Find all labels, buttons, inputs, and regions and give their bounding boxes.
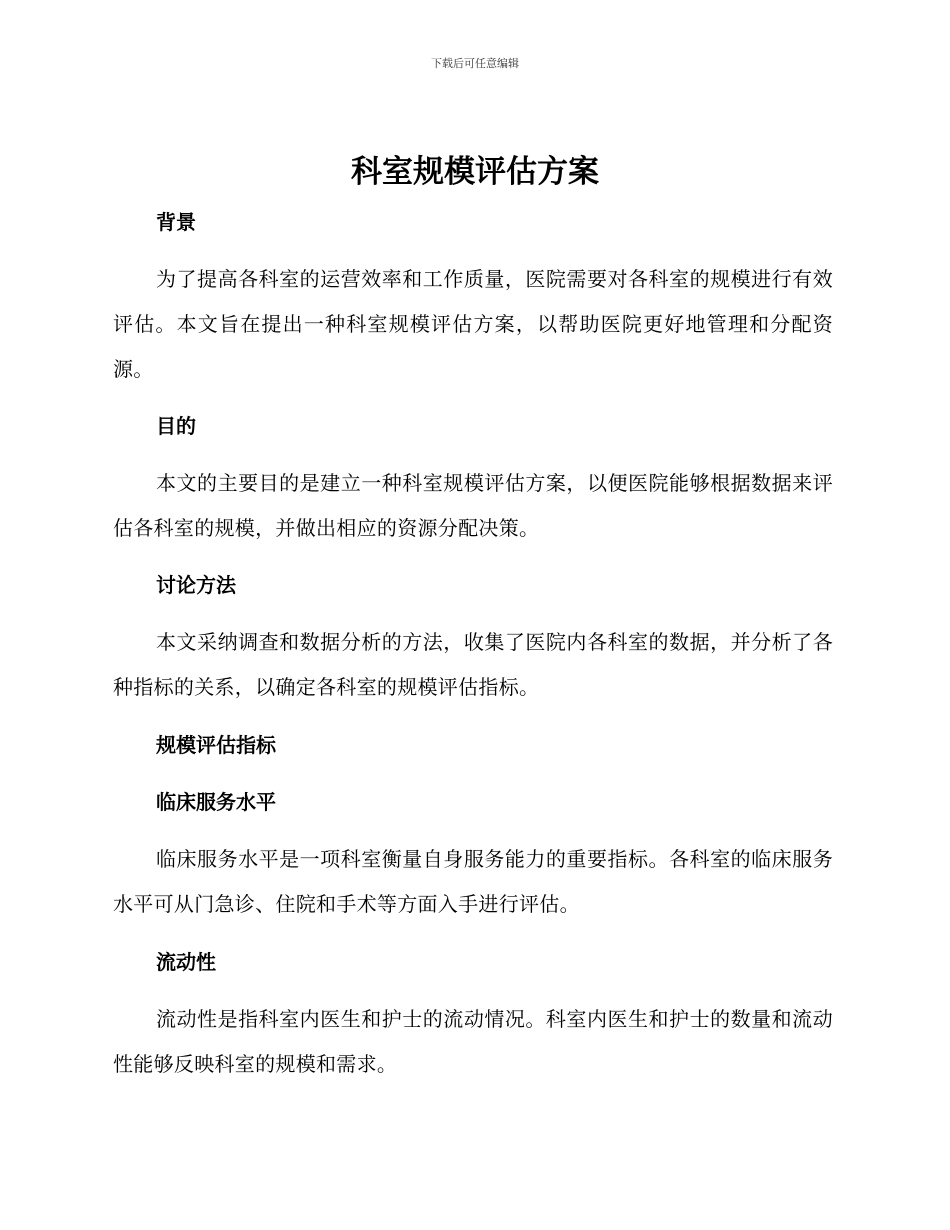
section-paragraph-purpose: 本文的主要目的是建立一种科室规模评估方案，以便医院能够根据数据来评估各科室的规模，并做出相应的资源分配决策。 (113, 471, 833, 540)
section-paragraph-clinical-service: 临床服务水平是一项科室衡量自身服务能力的重要指标。各科室的临床服务水平可从门急诊、住院和手术等方面入手进行评估。 (113, 847, 833, 916)
document-title: 科室规模评估方案 (351, 154, 599, 190)
section-heading-mobility: 流动性 (156, 950, 216, 974)
section-heading-background: 背景 (156, 210, 196, 234)
section-heading-clinical-service: 临床服务水平 (156, 790, 276, 814)
section-paragraph-method: 本文采纳调查和数据分析的方法，收集了医院内各科室的数据，并分析了各种指标的关系，以确定各科室的规模评估指标。 (113, 630, 833, 699)
section-heading-purpose: 目的 (156, 414, 196, 438)
section-paragraph-background: 为了提高各科室的运营效率和工作质量，医院需要对各科室的规模进行有效评估。本文旨在提出一种科室规模评估方案，以帮助医院更好地管理和分配资源。 (113, 267, 833, 381)
section-heading-indicators: 规模评估指标 (156, 733, 276, 757)
section-paragraph-mobility: 流动性是指科室内医生和护士的流动情况。科室内医生和护士的数量和流动性能够反映科室的规模和需求。 (113, 1007, 833, 1076)
section-heading-method: 讨论方法 (156, 573, 236, 597)
header-note: 下载后可任意编辑 (431, 57, 519, 70)
